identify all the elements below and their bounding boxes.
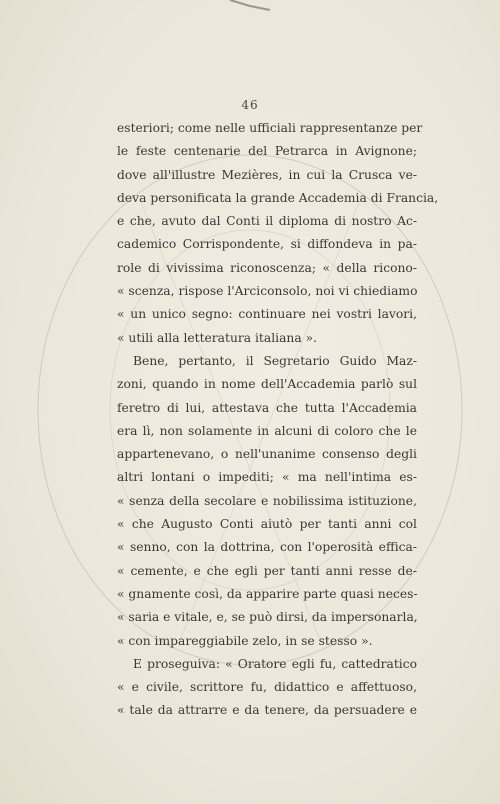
text-line: « senza della secolare e nobilissima istituzione,	[117, 493, 417, 508]
text-line: Bene, pertanto, il Segretario Guido Maz-	[133, 353, 417, 368]
text-line: « tale da attrarre e da tenere, da persuadere e	[117, 703, 417, 718]
text-line: « gnamente così, da apparire parte quasi neces-	[117, 586, 418, 601]
text-line: « che Augusto Conti aiutò per tanti anni col	[117, 517, 417, 532]
text-line: « utili alla letteratura italiana ».	[117, 330, 317, 345]
text-line: « e civile, scrittore fu, didattico e affettuoso,	[117, 680, 417, 695]
text-line: deva personificata la grande Accademia di Francia,	[117, 190, 439, 205]
body-text	[117, 117, 439, 723]
text-line: e che, avuto dal Conti il diploma di nostro Ac-	[117, 214, 417, 229]
text-line: « scenza, rispose l'Arciconsolo, noi vi chiediamo	[117, 284, 418, 299]
text-line: « cemente, e che egli per tanti anni resse de-	[117, 563, 417, 578]
text-line: « senno, con la dottrina, con l'operosità effica-	[117, 540, 417, 555]
text-line: le feste centenarie del Petrarca in Avignone;	[117, 144, 417, 159]
text-line: altri lontani o impediti; « ma nell'intima es-	[117, 470, 417, 485]
text-line: role di vivissima riconoscenza; « della ricono-	[117, 260, 417, 275]
text-line: appartenevano, o nell'unanime consenso degli	[117, 447, 417, 462]
text-line: « un unico segno: continuare nei vostri lavori,	[117, 307, 417, 322]
text-line: E proseguiva: « Oratore egli fu, cattedratico	[133, 656, 417, 671]
text-line: « saria e vitale, e, se può dirsi, da impersonarla,	[117, 610, 418, 625]
text-line: esteriori; come nelle ufficiali rappresentanze per	[117, 121, 423, 135]
text-line: zoni, quando in nome dell'Accademia parlò sul	[117, 377, 417, 392]
text-line: dove all'illustre Mezières, in cui la Crusca ve-	[117, 167, 417, 182]
text-line: feretro di lui, attestava che tutta l'Accademia	[117, 400, 417, 415]
text-line: era lì, non solamente in alcuni di coloro che le	[117, 423, 417, 438]
text-line: « con impareggiabile zelo, in se stesso ».	[117, 633, 373, 648]
text-line: cademico Corrispondente, si diffondeva in pa-	[117, 237, 417, 252]
page-number: 46	[241, 98, 259, 112]
